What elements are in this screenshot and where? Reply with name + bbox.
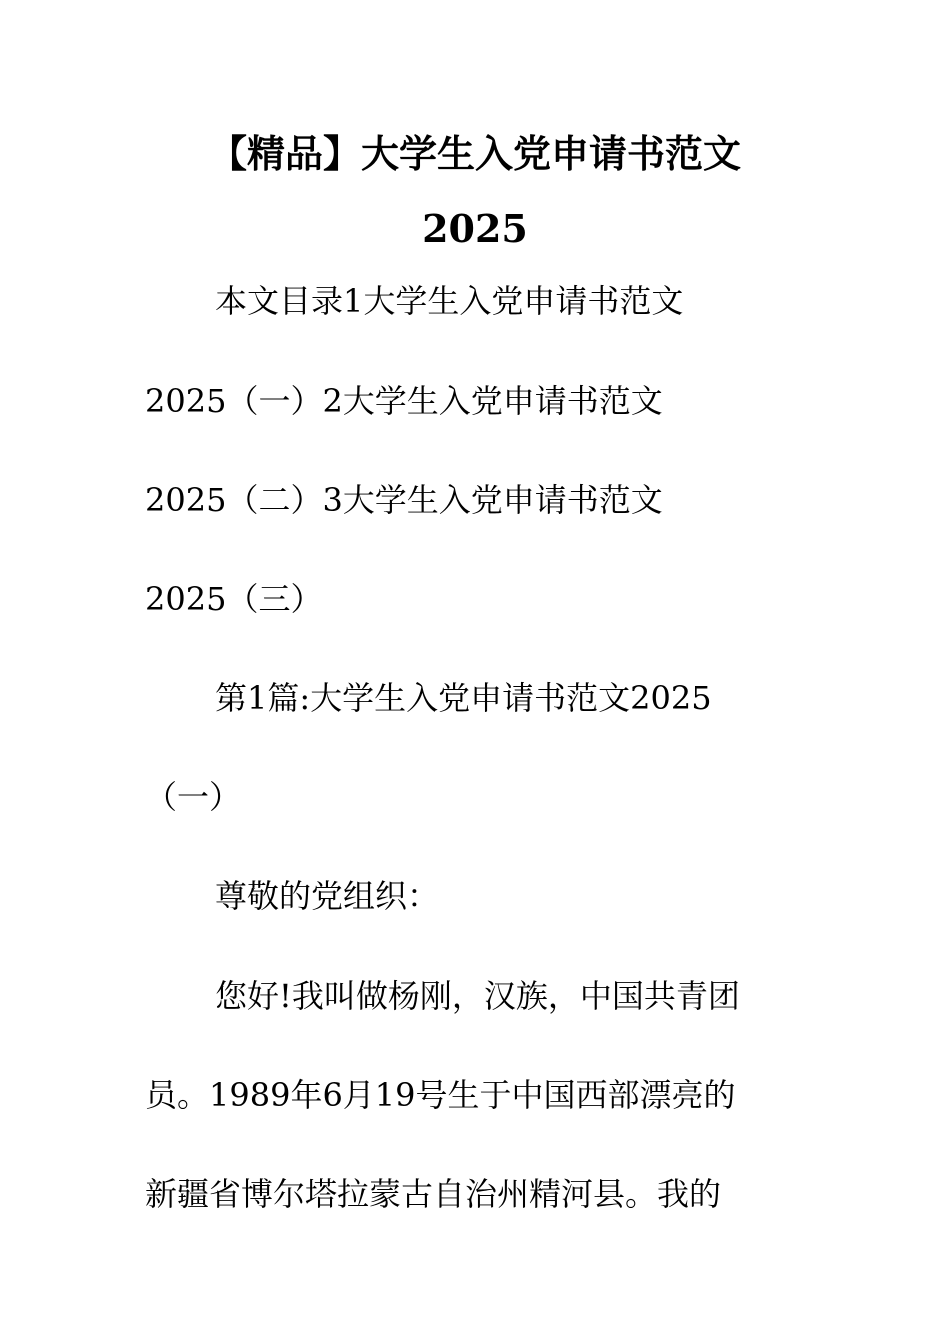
- toc-line-4: 2025（三）: [145, 580, 323, 618]
- document-title-line-1: 【精品】大学生入党申请书范文: [208, 131, 741, 176]
- section-heading-line-1: 第1篇:大学生入党申请书范文2025: [215, 679, 712, 717]
- salutation: 尊敬的党组织：: [215, 877, 440, 915]
- body-line-2: 员。1989年6月19号生于中国西部漂亮的: [145, 1076, 736, 1114]
- body-line-3: 新疆省博尔塔拉蒙古自治州精河县。我的: [145, 1175, 722, 1213]
- toc-line-1: 本文目录1大学生入党申请书范文: [215, 282, 684, 320]
- toc-line-3: 2025（二）3大学生入党申请书范文: [145, 481, 663, 519]
- body-line-1: 您好!我叫做杨刚，汉族，中国共青团: [215, 977, 740, 1015]
- section-heading-line-2: （一）: [145, 778, 242, 816]
- toc-line-2: 2025（一）2大学生入党申请书范文: [145, 382, 663, 420]
- document-title-line-2: 2025: [422, 206, 528, 251]
